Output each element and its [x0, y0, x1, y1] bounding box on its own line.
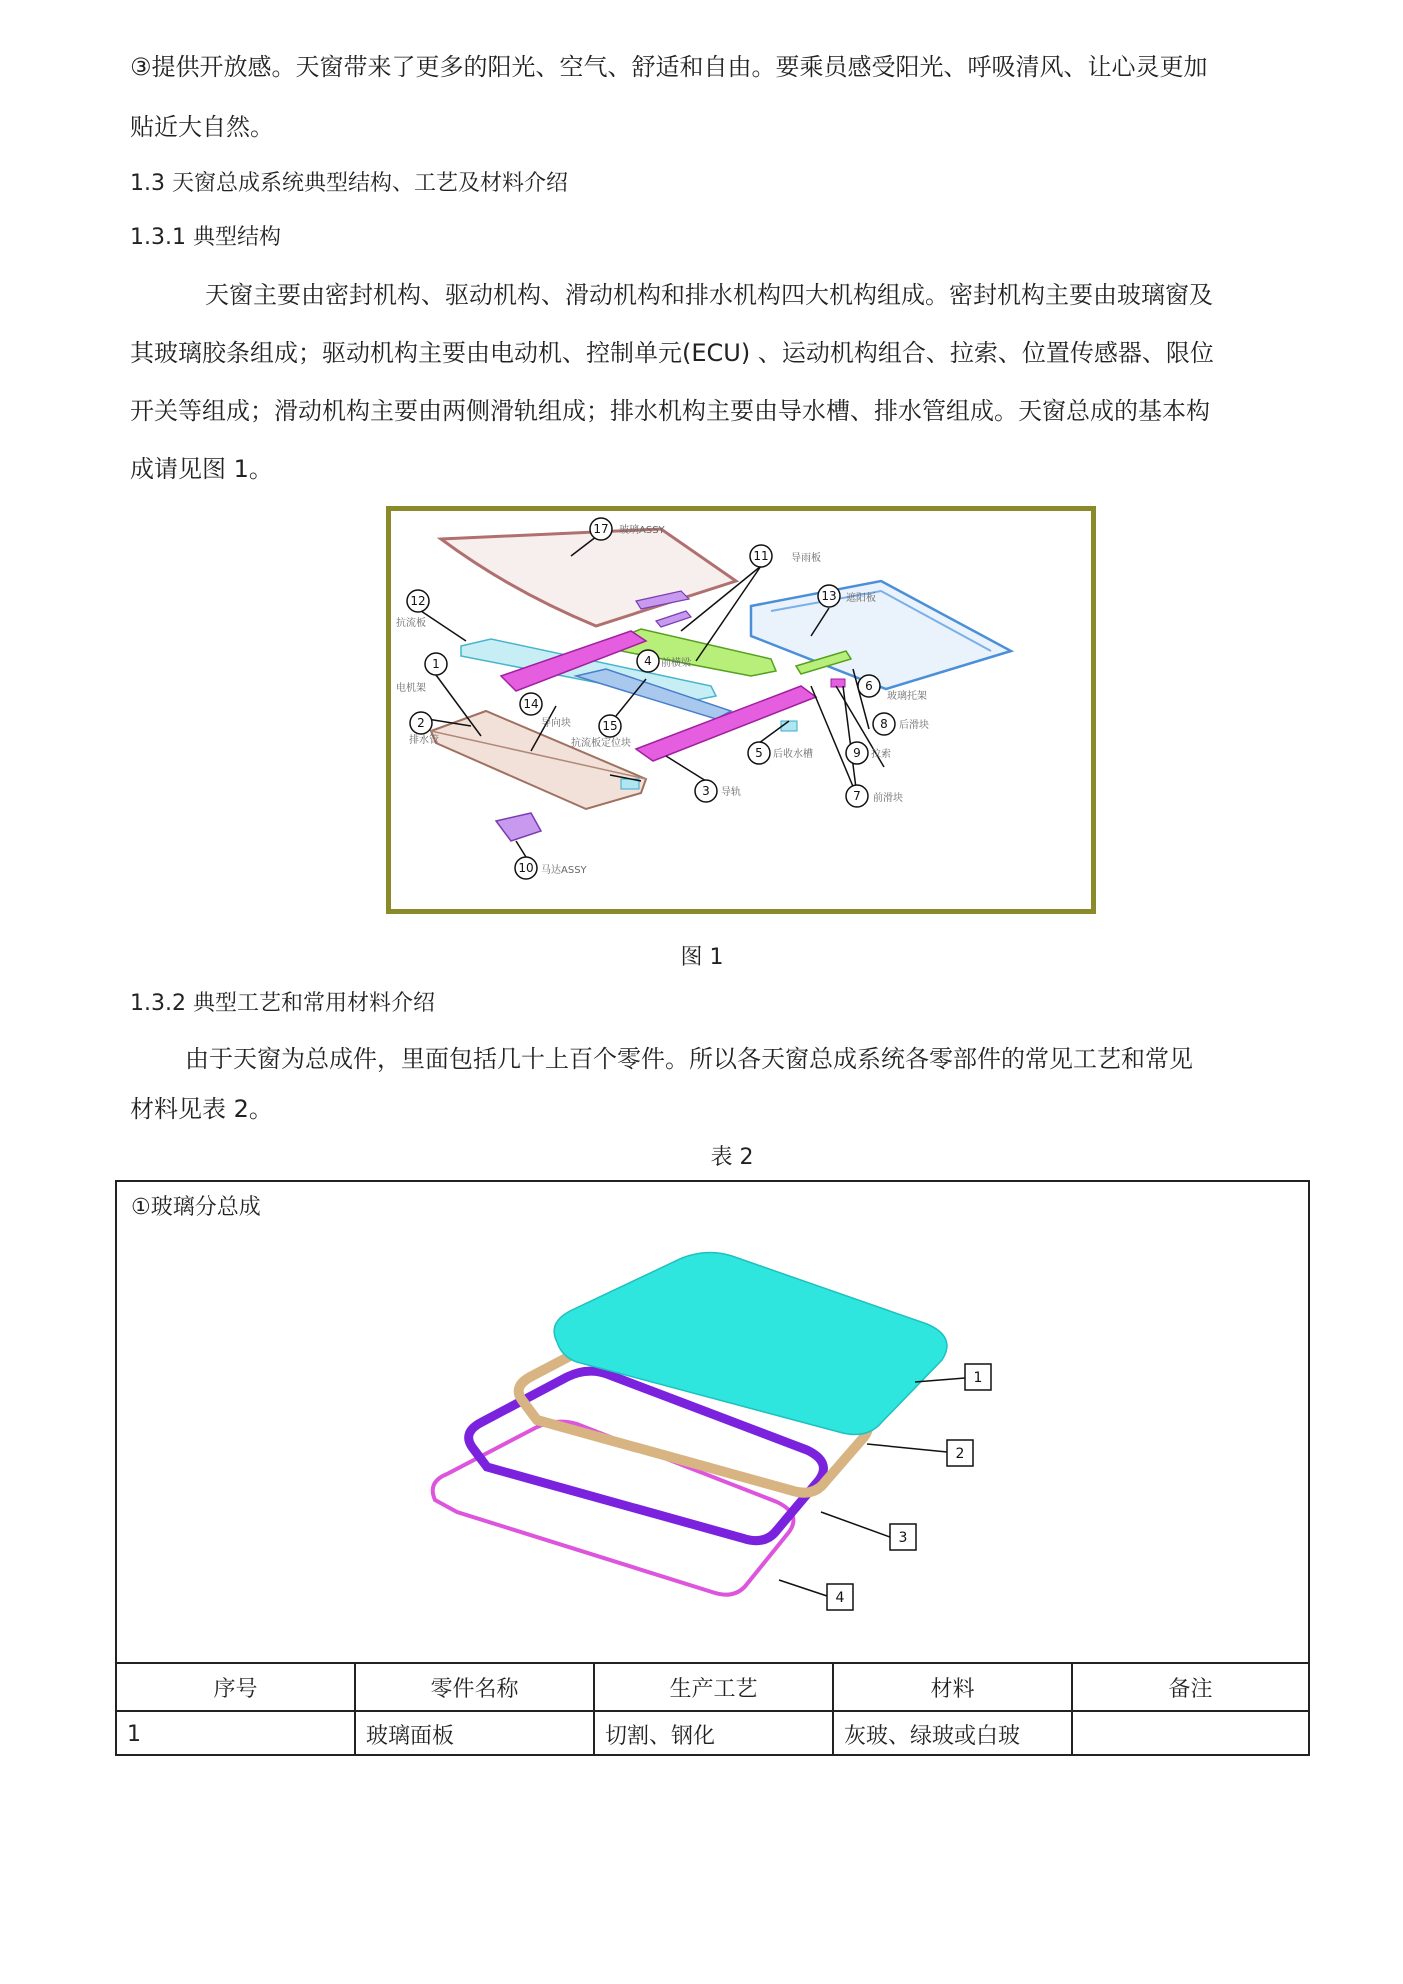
svg-text:1: 1	[432, 657, 440, 671]
label-wind-deflector-guide: 导雨板	[791, 553, 821, 564]
label-deflector-locator: 抗流板定位块	[571, 738, 631, 749]
figure-1-sunroof-exploded-diagram	[386, 506, 1096, 914]
svg-text:17: 17	[593, 522, 609, 536]
svg-text:7: 7	[853, 789, 861, 803]
callout-9	[846, 742, 868, 764]
body-para-line-1: 天窗主要由密封机构、驱动机构、滑动机构和排水机构四大机构组成。密封机构主要由玻璃窗及	[205, 281, 1213, 309]
subassembly-title: ①玻璃分总成	[131, 1195, 261, 1220]
glass-panel-outline	[441, 529, 736, 626]
callout-14	[520, 693, 542, 715]
callout-17	[590, 518, 612, 540]
table-header-row	[117, 1662, 1308, 1710]
label-motor-assy: 马达ASSY	[541, 865, 587, 876]
callout-10	[515, 857, 537, 879]
header-material: 材料	[834, 1664, 1073, 1710]
svg-text:10: 10	[518, 861, 534, 875]
svg-text:5: 5	[755, 746, 763, 760]
header-index: 序号	[117, 1664, 356, 1710]
figure-1-caption: 图 1	[680, 945, 724, 970]
callout-box-3: 3	[898, 1530, 908, 1546]
glass-subassembly-exploded-drawing	[117, 1182, 1308, 1662]
callout-box-2: 2	[955, 1446, 965, 1462]
callout-15	[599, 715, 621, 737]
svg-text:13: 13	[821, 589, 837, 603]
body-para-line-2: 其玻璃胶条组成；驱动机构主要由电动机、控制单元(ECU) 、运动机构组合、拉索、位置传感器、限位	[130, 339, 1214, 367]
callout-8	[873, 713, 895, 735]
intro-line-1: ③提供开放感。天窗带来了更多的阳光、空气、舒适和自由。要乘员感受阳光、呼吸清风、让心灵更加	[130, 53, 1208, 81]
table-row	[117, 1710, 1308, 1756]
body-para-line-3: 开关等组成；滑动机构主要由两侧滑轨组成；排水机构主要由导水槽、排水管组成。天窗总成的基本构	[130, 397, 1210, 425]
body-para-2-line-1: 由于天窗为总成件，里面包括几十上百个零件。所以各天窗总成系统各零部件的常见工艺和常见	[185, 1045, 1193, 1073]
svg-text:11: 11	[753, 549, 769, 563]
label-motor-bracket: 电机架	[396, 683, 426, 694]
table-2-caption: 表 2	[710, 1145, 754, 1170]
svg-text:15: 15	[602, 719, 618, 733]
callout-12	[407, 590, 429, 612]
label-rear-slider: 后滑块	[899, 720, 929, 731]
label-front-member: 前横梁	[661, 658, 691, 669]
header-part-name: 零件名称	[356, 1664, 595, 1710]
cell-index: 1	[117, 1712, 356, 1756]
label-rail: 导轨	[721, 787, 741, 798]
svg-text:4: 4	[644, 654, 652, 668]
label-glass-assy: 玻璃ASSY	[619, 525, 665, 536]
label-rear-drain: 后收水槽	[773, 749, 813, 760]
callout-11	[750, 545, 772, 567]
svg-text:12: 12	[410, 594, 426, 608]
callout-5	[748, 742, 770, 764]
cell-material: 灰玻、绿玻或白玻	[834, 1712, 1073, 1756]
cell-remarks	[1073, 1712, 1308, 1756]
header-process: 生产工艺	[595, 1664, 834, 1710]
callout-box-4: 4	[835, 1590, 845, 1606]
cell-process: 切割、钢化	[595, 1712, 834, 1756]
svg-text:3: 3	[702, 784, 710, 798]
label-front-slider: 前滑块	[873, 793, 903, 804]
section-1-3-2-title: 1.3.2 典型工艺和常用材料介绍	[130, 991, 435, 1016]
callout-7	[846, 785, 868, 807]
motor-part	[496, 813, 541, 841]
label-guide-block: 导向块	[541, 718, 571, 729]
label-deflector: 抗流板	[396, 618, 426, 629]
callout-1	[425, 653, 447, 675]
callout-3	[695, 780, 717, 802]
sunshade-outline	[751, 581, 1011, 689]
part-4-seal	[433, 1422, 794, 1595]
table-2	[115, 1180, 1310, 1756]
callout-box-1: 1	[973, 1370, 983, 1386]
svg-text:9: 9	[853, 746, 861, 760]
svg-text:8: 8	[880, 717, 888, 731]
label-cable: 拉索	[871, 749, 891, 760]
label-drain-pipe: 排水管	[409, 735, 439, 746]
svg-text:2: 2	[417, 716, 425, 730]
section-1-3-title: 1.3 天窗总成系统典型结构、工艺及材料介绍	[130, 171, 568, 196]
label-glass-bracket: 玻璃托架	[887, 691, 927, 702]
figure-1-drawing	[391, 511, 1091, 909]
svg-text:6: 6	[865, 679, 873, 693]
intro-line-2: 贴近大自然。	[130, 113, 274, 141]
callout-2	[410, 712, 432, 734]
svg-text:14: 14	[523, 697, 539, 711]
section-1-3-1-title: 1.3.1 典型结构	[130, 225, 281, 250]
body-para-2-line-2: 材料见表 2。	[130, 1095, 273, 1123]
label-sunshade: 遮阳板	[846, 593, 876, 604]
part-1-glass-panel	[554, 1252, 947, 1434]
body-para-line-4: 成请见图 1。	[130, 455, 273, 483]
header-remarks: 备注	[1168, 1676, 1213, 1702]
cell-part-name: 玻璃面板	[356, 1712, 595, 1756]
callout-6	[858, 675, 880, 697]
callout-4	[637, 650, 659, 672]
callout-13	[818, 585, 840, 607]
